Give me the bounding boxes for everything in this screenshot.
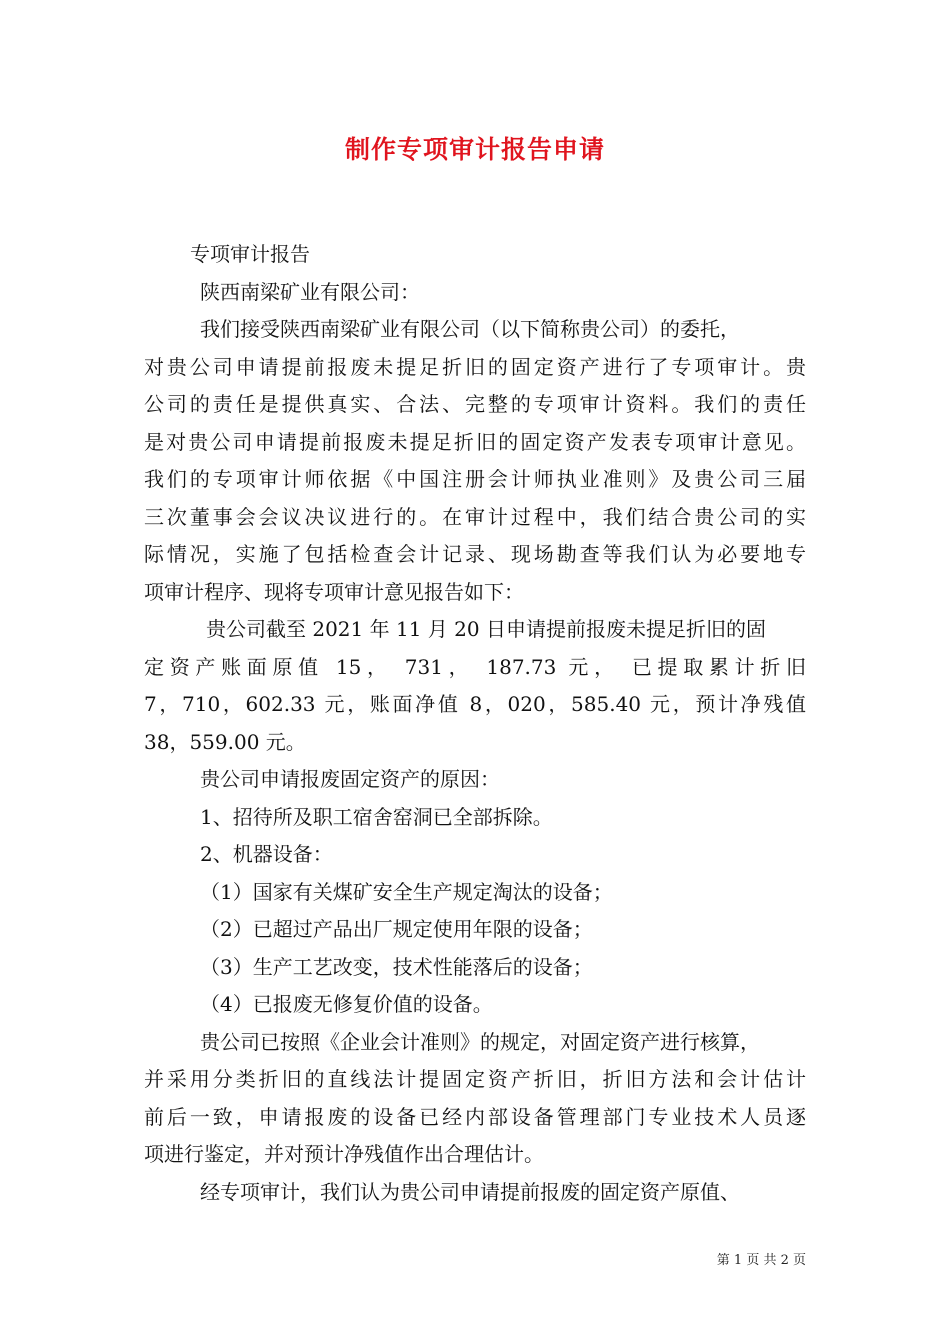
- figures-line: 贵公司截至 2021 年 11 月 20 日申请提前报废未提足折旧的固: [206, 617, 766, 641]
- accounting-line: 贵公司已按照《企业会计准则》的规定，对固定资产进行核算，: [200, 1029, 760, 1054]
- sub-reason-item: （1）国家有关煤矿安全生产规定淘汰的设备；: [200, 879, 613, 904]
- conclusion-line: 经专项审计，我们认为贵公司申请提前报废的固定资产原值、: [200, 1179, 740, 1204]
- intro-line: 项审计程序、现将专项审计意见报告如下：: [144, 579, 524, 604]
- accounting-line: 前后一致，申请报废的设备已经内部设备管理部门专业技术人员逐: [144, 1104, 806, 1129]
- document-title: 制作专项审计报告申请: [344, 135, 605, 164]
- reason-item: 2、机器设备：: [200, 842, 333, 866]
- reason-item: 1、招待所及职工宿舍窑洞已全部拆除。: [200, 804, 553, 829]
- intro-line: 我们的专项审计师依据《中国注册会计师执业准则》及贵公司三届: [144, 467, 806, 491]
- figures-line: 定资产账面原值 15， 731， 187.73 元， 已提取累计折旧: [144, 654, 806, 679]
- accounting-line: 并采用分类折旧的直线法计提固定资产折旧，折旧方法和会计估计: [144, 1067, 806, 1091]
- reasons-heading: 贵公司申请报废固定资产的原因：: [200, 767, 500, 791]
- document-body: [144, 236, 806, 1211]
- intro-line: 公司的责任是提供真实、合法、完整的专项审计资料。我们的责任: [144, 392, 806, 416]
- sub-reason-item: （2）已超过产品出厂规定使用年限的设备；: [200, 917, 593, 941]
- page-number: 第 1 页 共 2 页: [716, 1253, 806, 1268]
- accounting-line: 项进行鉴定，并对预计净残值作出合理估计。: [144, 1142, 544, 1166]
- report-heading: 专项审计报告: [190, 242, 310, 266]
- sub-reason-item: （4）已报废无修复价值的设备。: [200, 992, 493, 1016]
- figures-line: 38，559.00 元。: [144, 729, 306, 754]
- recipient-line: 陕西南梁矿业有限公司：: [200, 279, 420, 304]
- intro-line: 对贵公司申请提前报废未提足折旧的固定资产进行了专项审计。贵: [144, 354, 806, 379]
- sub-reason-item: （3）生产工艺改变，技术性能落后的设备；: [200, 954, 593, 979]
- intro-line: 是对贵公司申请提前报废未提足折旧的固定资产发表专项审计意见。: [144, 429, 806, 454]
- figures-line: 7，710，602.33 元，账面净值 8，020，585.40 元，预计净残值: [144, 692, 806, 716]
- intro-line: 我们接受陕西南梁矿业有限公司（以下简称贵公司）的委托，: [200, 317, 740, 341]
- intro-line: 三次董事会会议决议进行的。在审计过程中，我们结合贵公司的实: [144, 504, 806, 529]
- intro-line: 际情况，实施了包括检查会计记录、现场勘查等我们认为必要地专: [144, 542, 806, 566]
